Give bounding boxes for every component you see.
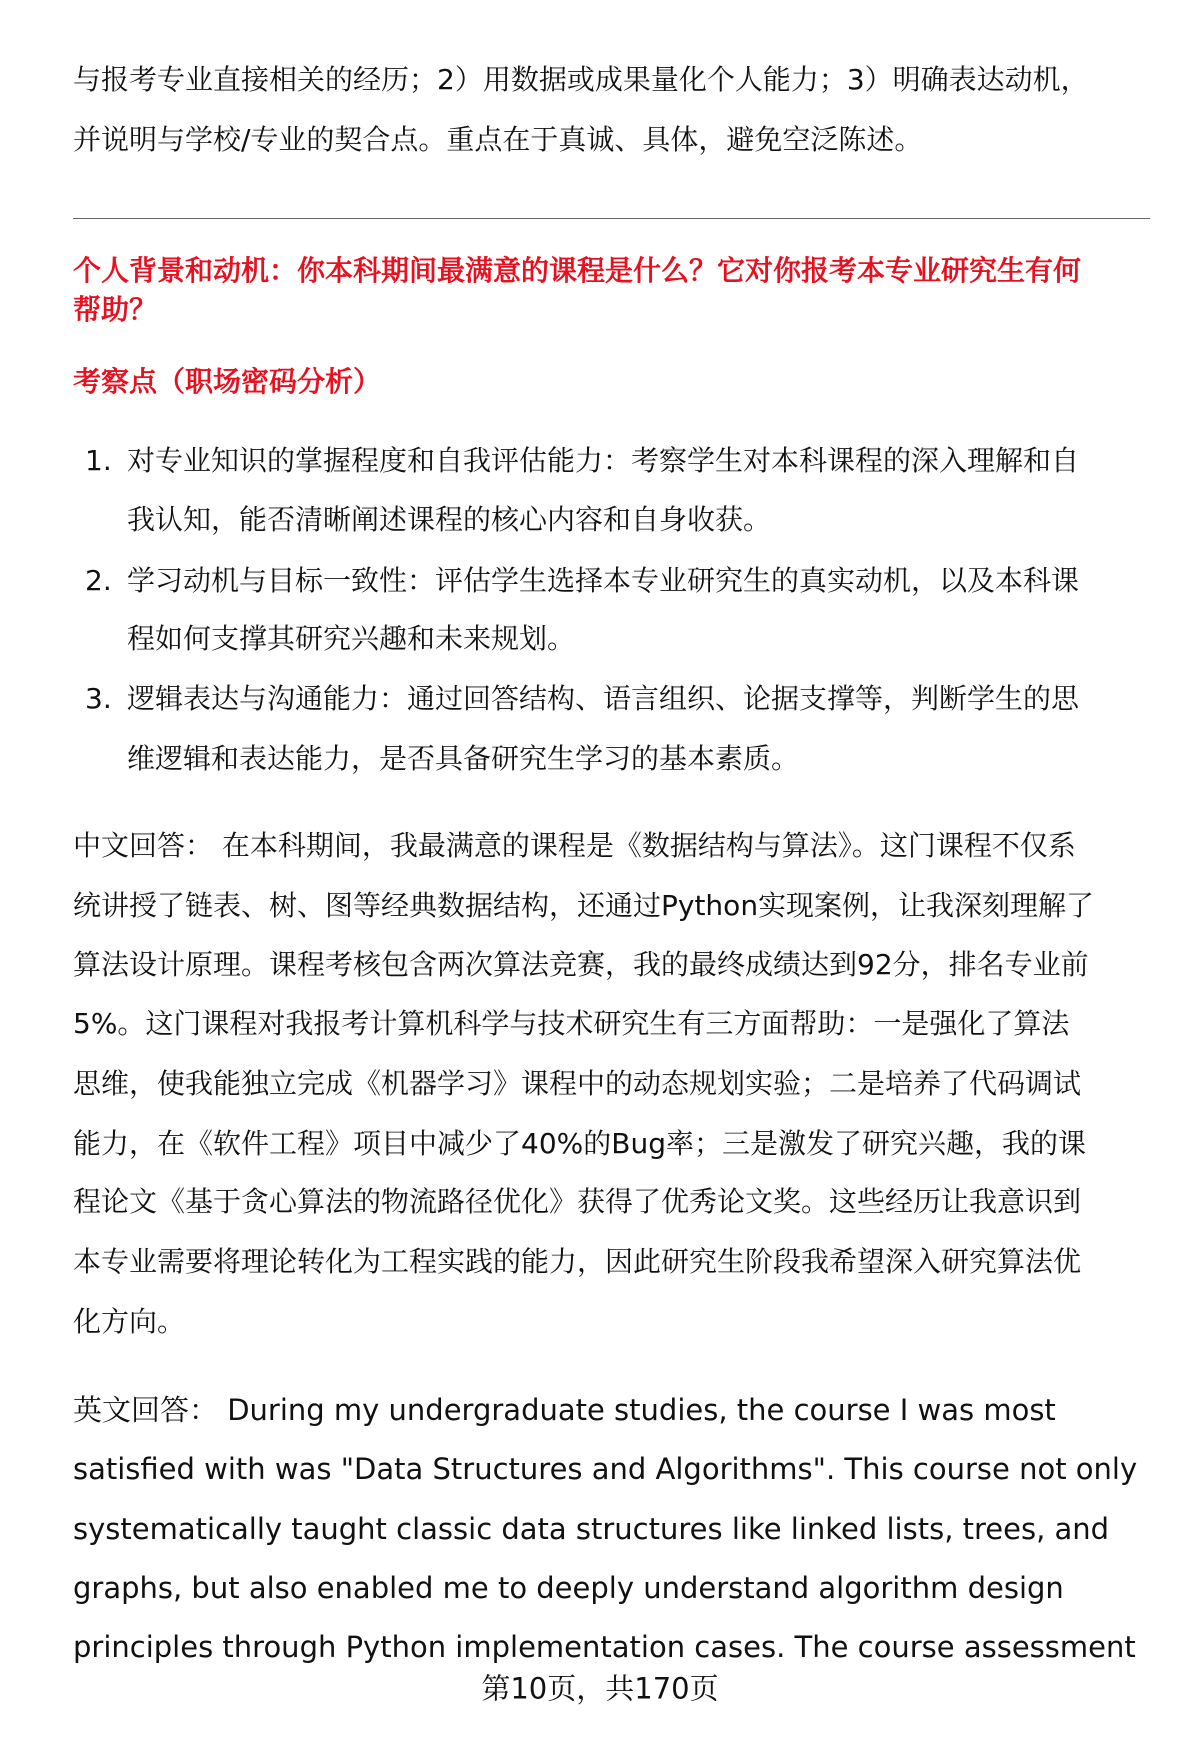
chinese-answer-line: 思维，使我能独立完成《机器学习》课程中的动态规划实验；二是培养了代码调试	[73, 1067, 1082, 1100]
chinese-answer-line: 本专业需要将理论转化为工程实践的能力，因此研究生阶段我希望深入研究算法优	[73, 1245, 1082, 1278]
list-item-text: 学习动机与目标一致性：评估学生选择本专业研究生的真实动机，以及本科课	[127, 564, 1080, 597]
list-item-text: 对专业知识的掌握程度和自我评估能力：考察学生对本科课程的深入理解和自	[127, 444, 1080, 477]
english-answer-line: principles through Python implementation cases. The course assessment	[73, 1630, 1136, 1664]
intro-text-line: 与报考专业直接相关的经历；2）用数据或成果量化个人能力；3）明确表达动机，	[73, 63, 1089, 96]
chinese-answer-line: 程论文《基于贪心算法的物流路径优化》获得了优秀论文奖。这些经历让我意识到	[73, 1185, 1082, 1218]
intro-text-line: 并说明与学校/专业的契合点。重点在于真诚、具体，避免空泛陈述。	[73, 123, 923, 156]
chinese-answer-line: 算法设计原理。课程考核包含两次算法竞赛，我的最终成绩达到92分，排名专业前	[73, 948, 1089, 981]
question-heading: 帮助？	[73, 293, 158, 326]
chinese-answer-line: 5%。这门课程对我报考计算机科学与技术研究生有三方面帮助：一是强化了算法	[73, 1007, 1070, 1040]
list-item-number: 1.	[85, 444, 112, 477]
chinese-answer-line: 统讲授了链表、树、图等经典数据结构，还通过Python实现案例，让我深刻理解了	[73, 889, 1095, 922]
chinese-answer-line: 能力，在《软件工程》项目中减少了40%的Bug率；三是激发了研究兴趣，我的课	[73, 1127, 1086, 1160]
list-item-text: 我认知，能否清晰阐述课程的核心内容和自身收获。	[127, 503, 772, 536]
list-item-text: 程如何支撑其研究兴趣和未来规划。	[127, 622, 576, 655]
question-heading: 个人背景和动机：你本科期间最满意的课程是什么？它对你报考本专业研究生有何	[73, 254, 1082, 287]
analysis-title: 考察点（职场密码分析）	[73, 365, 382, 398]
section-divider	[73, 218, 1150, 219]
chinese-answer-line: 化方向。	[73, 1305, 186, 1338]
list-item-number: 2.	[85, 564, 112, 597]
list-item-text: 逻辑表达与沟通能力：通过回答结构、语言组织、论据支撑等，判断学生的思	[127, 682, 1080, 715]
english-answer-line: 英文回答： During my undergraduate studies, the course I was most	[73, 1393, 1056, 1427]
chinese-answer-line: 中文回答： 在本科期间，我最满意的课程是《数据结构与算法》。这门课程不仅系	[73, 829, 1076, 862]
english-answer-line: satisfied with was "Data Structures and Algorithms". This course not only	[73, 1452, 1138, 1486]
list-item-number: 3.	[85, 682, 112, 715]
list-item-text: 维逻辑和表达能力，是否具备研究生学习的基本素质。	[127, 742, 800, 775]
page-footer: 第10页，共170页	[481, 1671, 719, 1706]
english-answer-line: graphs, but also enabled me to deeply understand algorithm design	[73, 1571, 1064, 1605]
english-answer-line: systematically taught classic data structures like linked lists, trees, and	[73, 1512, 1110, 1546]
